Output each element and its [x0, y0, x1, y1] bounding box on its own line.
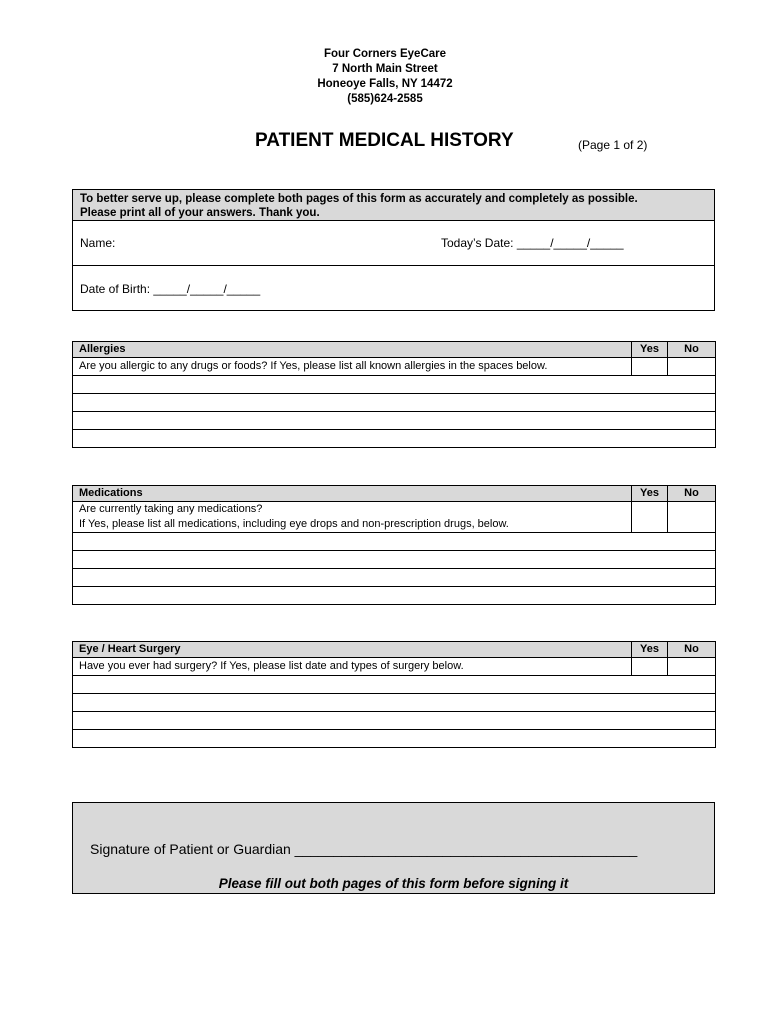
medications-line[interactable] [73, 569, 716, 587]
dob-row [73, 266, 714, 311]
allergies-title: Allergies [73, 342, 632, 358]
allergies-line[interactable] [73, 412, 716, 430]
no-header: No [668, 642, 716, 658]
form-title: PATIENT MEDICAL HISTORY [255, 130, 514, 151]
practice-header [0, 47, 770, 107]
surgery-yes-checkbox[interactable] [632, 658, 668, 676]
medications-question [73, 502, 632, 533]
allergies-line[interactable] [73, 394, 716, 412]
practice-city: Honeoye Falls, NY 14472 [317, 78, 453, 90]
intro-line-2: Please print all of your answers. Thank you. [80, 207, 320, 219]
medications-line[interactable] [73, 551, 716, 569]
no-header: No [668, 486, 716, 502]
patient-info-box [72, 189, 715, 311]
allergies-question: Are you allergic to any drugs or foods? If Yes, please list all known allergies in the spaces below. [73, 358, 632, 376]
medications-no-checkbox[interactable] [668, 502, 716, 533]
yes-header: Yes [632, 486, 668, 502]
allergies-line[interactable] [73, 376, 716, 394]
date-of-birth-field[interactable]: Date of Birth: _____/_____/_____ [80, 282, 261, 296]
intro-instructions [73, 190, 714, 221]
intro-line-1: To better serve up, please complete both pages of this form as accurately and completely as possible. [80, 193, 638, 205]
surgery-table [72, 641, 716, 748]
todays-date-field[interactable]: Today’s Date: _____/_____/_____ [441, 236, 624, 250]
signature-field[interactable]: Signature of Patient or Guardian ____________________________________________ [90, 841, 638, 857]
practice-street: 7 North Main Street [332, 63, 438, 75]
medications-yes-checkbox[interactable] [632, 502, 668, 533]
surgery-question: Have you ever had surgery? If Yes, please list date and types of surgery below. [73, 658, 632, 676]
name-row [73, 221, 714, 266]
practice-phone: (585)624-2585 [347, 93, 423, 105]
page-indicator: (Page 1 of 2) [578, 138, 648, 152]
medications-title: Medications [73, 486, 632, 502]
medications-line[interactable] [73, 587, 716, 605]
signature-note: Please fill out both pages of this form before signing it [218, 876, 569, 891]
medications-table [72, 485, 716, 605]
surgery-title: Eye / Heart Surgery [73, 642, 632, 658]
surgery-no-checkbox[interactable] [668, 658, 716, 676]
yes-header: Yes [632, 642, 668, 658]
surgery-line[interactable] [73, 694, 716, 712]
allergies-line[interactable] [73, 430, 716, 448]
practice-name: Four Corners EyeCare [323, 48, 447, 60]
yes-header: Yes [632, 342, 668, 358]
allergies-table [72, 341, 716, 448]
signature-box [72, 802, 715, 894]
surgery-line[interactable] [73, 730, 716, 748]
surgery-line[interactable] [73, 676, 716, 694]
no-header: No [668, 342, 716, 358]
medications-question-line-1: Are currently taking any medications? [79, 503, 263, 515]
surgery-line[interactable] [73, 712, 716, 730]
medications-question-line-2: If Yes, please list all medications, including eye drops and non-prescription drugs, below. [79, 518, 509, 530]
medications-line[interactable] [73, 533, 716, 551]
allergies-yes-checkbox[interactable] [632, 358, 668, 376]
name-field[interactable]: Name: [80, 236, 116, 250]
allergies-no-checkbox[interactable] [668, 358, 716, 376]
